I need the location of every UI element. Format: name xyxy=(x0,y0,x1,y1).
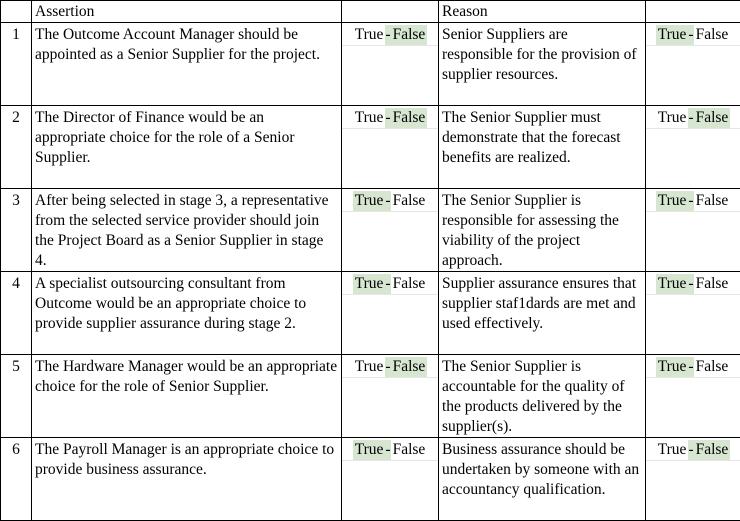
assertion-text: The Outcome Account Manager should be appointed as a Senior Supplier for the project. xyxy=(32,23,342,106)
reason-true-option[interactable]: True xyxy=(656,440,689,460)
assertion-text: A specialist outsourcing consultant from Outcome would be an appropriate choice to provide supplier assurance during stage 2. xyxy=(32,272,342,355)
assertion-choice-group xyxy=(342,274,438,295)
assertion-text: The Hardware Manager would be an appropriate choice for the role of Senior Supplier. xyxy=(32,355,342,438)
assertion-true-false-selector xyxy=(342,106,439,189)
reason-false-option[interactable]: False xyxy=(694,357,731,377)
reason-option-separator: - xyxy=(688,440,693,460)
reason-text: The Senior Supplier is responsible for assessing the viability of the project approach. xyxy=(439,189,646,272)
reason-text: The Senior Supplier must demonstrate that the forecast benefits are realized. xyxy=(439,106,646,189)
reason-option-separator: - xyxy=(688,191,693,211)
reason-false-option[interactable]: False xyxy=(694,440,731,460)
reason-text: Business assurance should be undertaken by someone with an accountancy qualification. xyxy=(439,438,646,521)
row-number: 4 xyxy=(1,272,32,355)
assertion-true-false-selector xyxy=(342,438,439,521)
reason-text: Senior Suppliers are responsible for the provision of supplier resources. xyxy=(439,23,646,106)
assertion-false-option[interactable]: False xyxy=(391,25,428,45)
reason-choice-group xyxy=(646,357,740,378)
assertion-false-option[interactable]: False xyxy=(391,357,428,377)
reason-true-option[interactable]: True xyxy=(656,274,689,294)
table-row xyxy=(1,272,740,355)
assertion-choice-group xyxy=(342,191,438,212)
reason-option-separator: - xyxy=(688,25,693,45)
reason-true-option[interactable]: True xyxy=(656,25,689,45)
header-reason-choice xyxy=(646,1,740,23)
header-number xyxy=(1,1,32,23)
reason-option-separator: - xyxy=(688,357,693,377)
assertion-choice-group xyxy=(342,440,438,461)
header-assertion: Assertion xyxy=(32,1,342,23)
reason-true-false-selector xyxy=(646,355,740,438)
row-number: 2 xyxy=(1,106,32,189)
reason-option-separator: - xyxy=(688,108,693,128)
assertion-true-false-selector xyxy=(342,272,439,355)
assertion-option-separator: - xyxy=(385,274,390,294)
reason-text: Supplier assurance ensures that supplier staf1dards are met and used effectively. xyxy=(439,272,646,355)
assertion-true-option[interactable]: True xyxy=(353,108,386,128)
assertion-option-separator: - xyxy=(385,25,390,45)
header-row xyxy=(1,1,740,23)
assertion-text: The Payroll Manager is an appropriate choice to provide business assurance. xyxy=(32,438,342,521)
assertion-true-option[interactable]: True xyxy=(353,191,386,211)
reason-choice-group xyxy=(646,191,740,212)
table-row xyxy=(1,355,740,438)
reason-true-false-selector xyxy=(646,189,740,272)
assertion-false-option[interactable]: False xyxy=(391,108,428,128)
assertion-choice-group xyxy=(342,108,438,129)
row-number: 3 xyxy=(1,189,32,272)
reason-true-option[interactable]: True xyxy=(656,357,689,377)
table-row xyxy=(1,189,740,272)
assertion-option-separator: - xyxy=(385,440,390,460)
reason-false-option[interactable]: False xyxy=(694,274,731,294)
assertion-true-option[interactable]: True xyxy=(353,357,386,377)
reason-true-false-selector xyxy=(646,106,740,189)
reason-choice-group xyxy=(646,25,740,46)
reason-true-false-selector xyxy=(646,272,740,355)
header-assertion-choice xyxy=(342,1,439,23)
reason-choice-group xyxy=(646,274,740,295)
assertion-false-option[interactable]: False xyxy=(391,191,428,211)
reason-option-separator: - xyxy=(688,274,693,294)
assertion-option-separator: - xyxy=(385,357,390,377)
assertion-text: After being selected in stage 3, a representative from the selected service provider should join the Project Board as a Senior Supplier in stage 4. xyxy=(32,189,342,272)
assertion-true-false-selector xyxy=(342,189,439,272)
assertion-true-false-selector xyxy=(342,355,439,438)
reason-false-option[interactable]: False xyxy=(694,108,731,128)
reason-false-option[interactable]: False xyxy=(694,191,731,211)
assertion-true-option[interactable]: True xyxy=(353,274,386,294)
row-number: 5 xyxy=(1,355,32,438)
assertion-true-false-selector xyxy=(342,23,439,106)
assertion-false-option[interactable]: False xyxy=(391,440,428,460)
assertion-true-option[interactable]: True xyxy=(353,25,386,45)
reason-choice-group xyxy=(646,440,740,461)
assertion-true-option[interactable]: True xyxy=(353,440,386,460)
table-row xyxy=(1,106,740,189)
assertion-option-separator: - xyxy=(385,191,390,211)
assertion-option-separator: - xyxy=(385,108,390,128)
reason-false-option[interactable]: False xyxy=(694,25,731,45)
row-number: 6 xyxy=(1,438,32,521)
reason-true-false-selector xyxy=(646,438,740,521)
reason-true-option[interactable]: True xyxy=(656,108,689,128)
assertion-choice-group xyxy=(342,25,438,46)
table-row xyxy=(1,23,740,106)
assertion-choice-group xyxy=(342,357,438,378)
reason-true-option[interactable]: True xyxy=(656,191,689,211)
reason-choice-group xyxy=(646,108,740,129)
reason-true-false-selector xyxy=(646,23,740,106)
reason-text: The Senior Supplier is accountable for the quality of the products delivered by the supplier(s). xyxy=(439,355,646,438)
header-reason: Reason xyxy=(439,1,646,23)
row-number: 1 xyxy=(1,23,32,106)
table-row xyxy=(1,438,740,521)
assertion-text: The Director of Finance would be an appropriate choice for the role of a Senior Supplier. xyxy=(32,106,342,189)
assertion-false-option[interactable]: False xyxy=(391,274,428,294)
